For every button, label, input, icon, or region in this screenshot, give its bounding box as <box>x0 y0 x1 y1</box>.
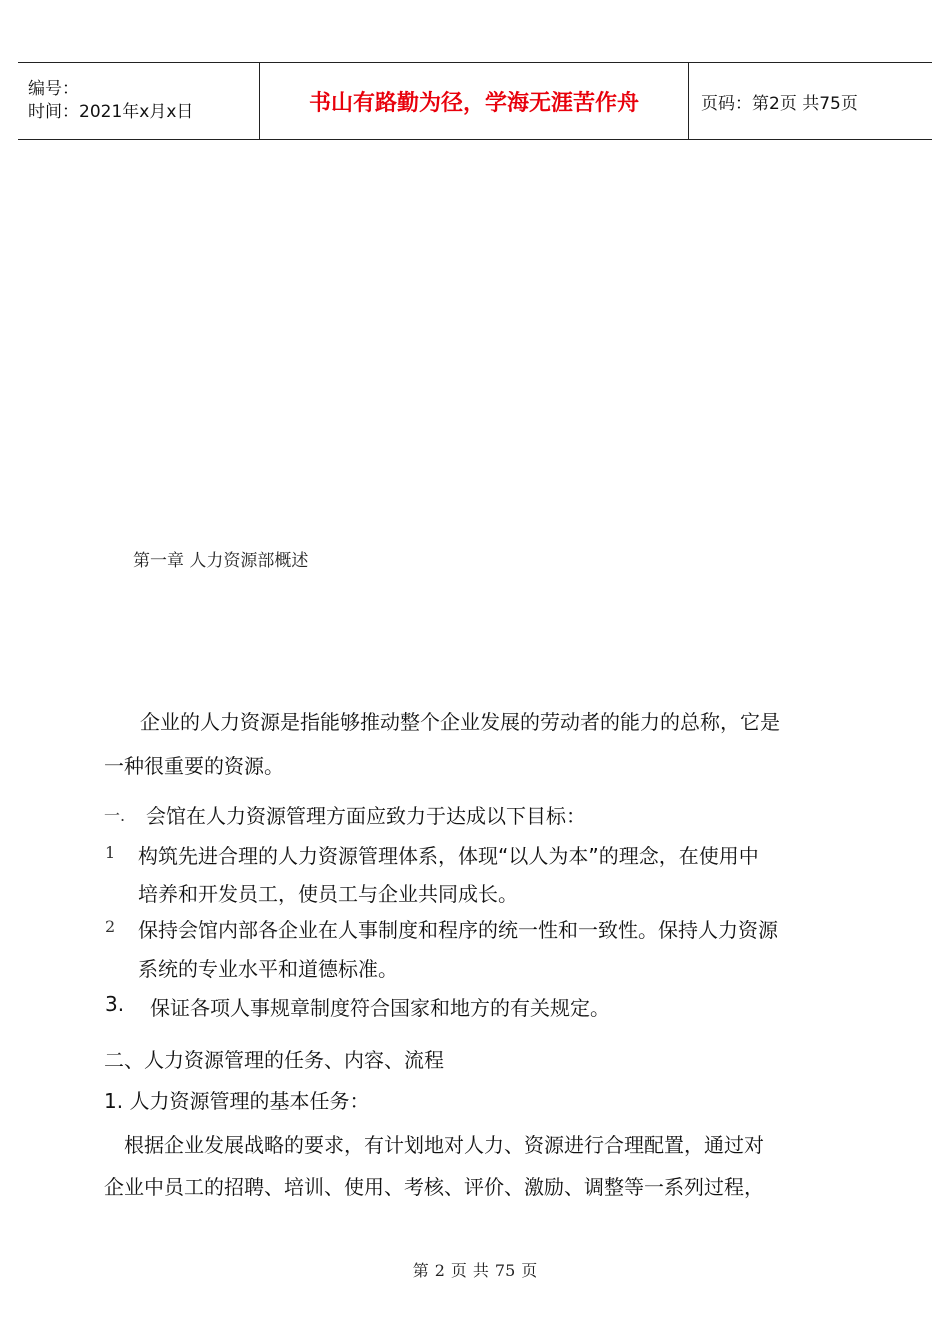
item2-line-2: 系统的专业水平和道德标准。 <box>138 957 398 981</box>
section2-subtitle: 1. 人力资源管理的基本任务： <box>104 1089 370 1113</box>
section1-title: 会馆在人力资源管理方面应致力于达成以下目标： <box>146 804 586 828</box>
section1-number: 一. <box>104 806 126 825</box>
item2-line-1: 保持会馆内部各企业在人事制度和程序的统一性和一致性。保持人力资源 <box>138 918 778 942</box>
page-footer <box>0 1258 950 1281</box>
date-label: 时间：2021年x月x日 <box>28 102 194 122</box>
footer-total-pages: 75 <box>494 1261 516 1280</box>
intro-line-1: 企业的人力资源是指能够推动整个企业发展的劳动者的能力的总称，它是 <box>140 710 780 734</box>
item3-number: 3. <box>105 992 125 1016</box>
item1-number: 1 <box>105 843 116 862</box>
section2-para-line-2: 企业中员工的招聘、培训、使用、考核、评价、激励、调整等一系列过程， <box>104 1175 764 1199</box>
item2-number: 2 <box>105 917 116 936</box>
footer-ye2: 页 <box>521 1261 538 1280</box>
footer-page-number: 2 <box>434 1261 445 1280</box>
item3-line-1: 保证各项人事规章制度符合国家和地方的有关规定。 <box>150 996 610 1020</box>
section2-title: 二、人力资源管理的任务、内容、流程 <box>104 1048 444 1072</box>
document-header <box>18 62 932 140</box>
header-left-cell <box>18 63 260 140</box>
footer-ye: 页 <box>450 1261 467 1280</box>
intro-line-2: 一种很重要的资源。 <box>104 754 284 778</box>
footer-di: 第 <box>412 1261 429 1280</box>
item1-line-2: 培养和开发员工，使员工与企业共同成长。 <box>138 882 518 906</box>
chapter-title: 第一章 人力资源部概述 <box>133 551 309 571</box>
item1-line-1: 构筑先进合理的人力资源管理体系，体现“以人为本”的理念，在使用中 <box>138 844 759 868</box>
header-motto: 书山有路勤为径，学海无涯苦作舟 <box>260 63 689 140</box>
section2-para-line-1: 根据企业发展战略的要求，有计划地对人力、资源进行合理配置，通过对 <box>124 1133 764 1157</box>
header-page-info: 页码：第2页 共75页 <box>689 63 933 140</box>
number-label: 编号： <box>28 79 79 99</box>
footer-gong: 共 <box>472 1261 489 1280</box>
